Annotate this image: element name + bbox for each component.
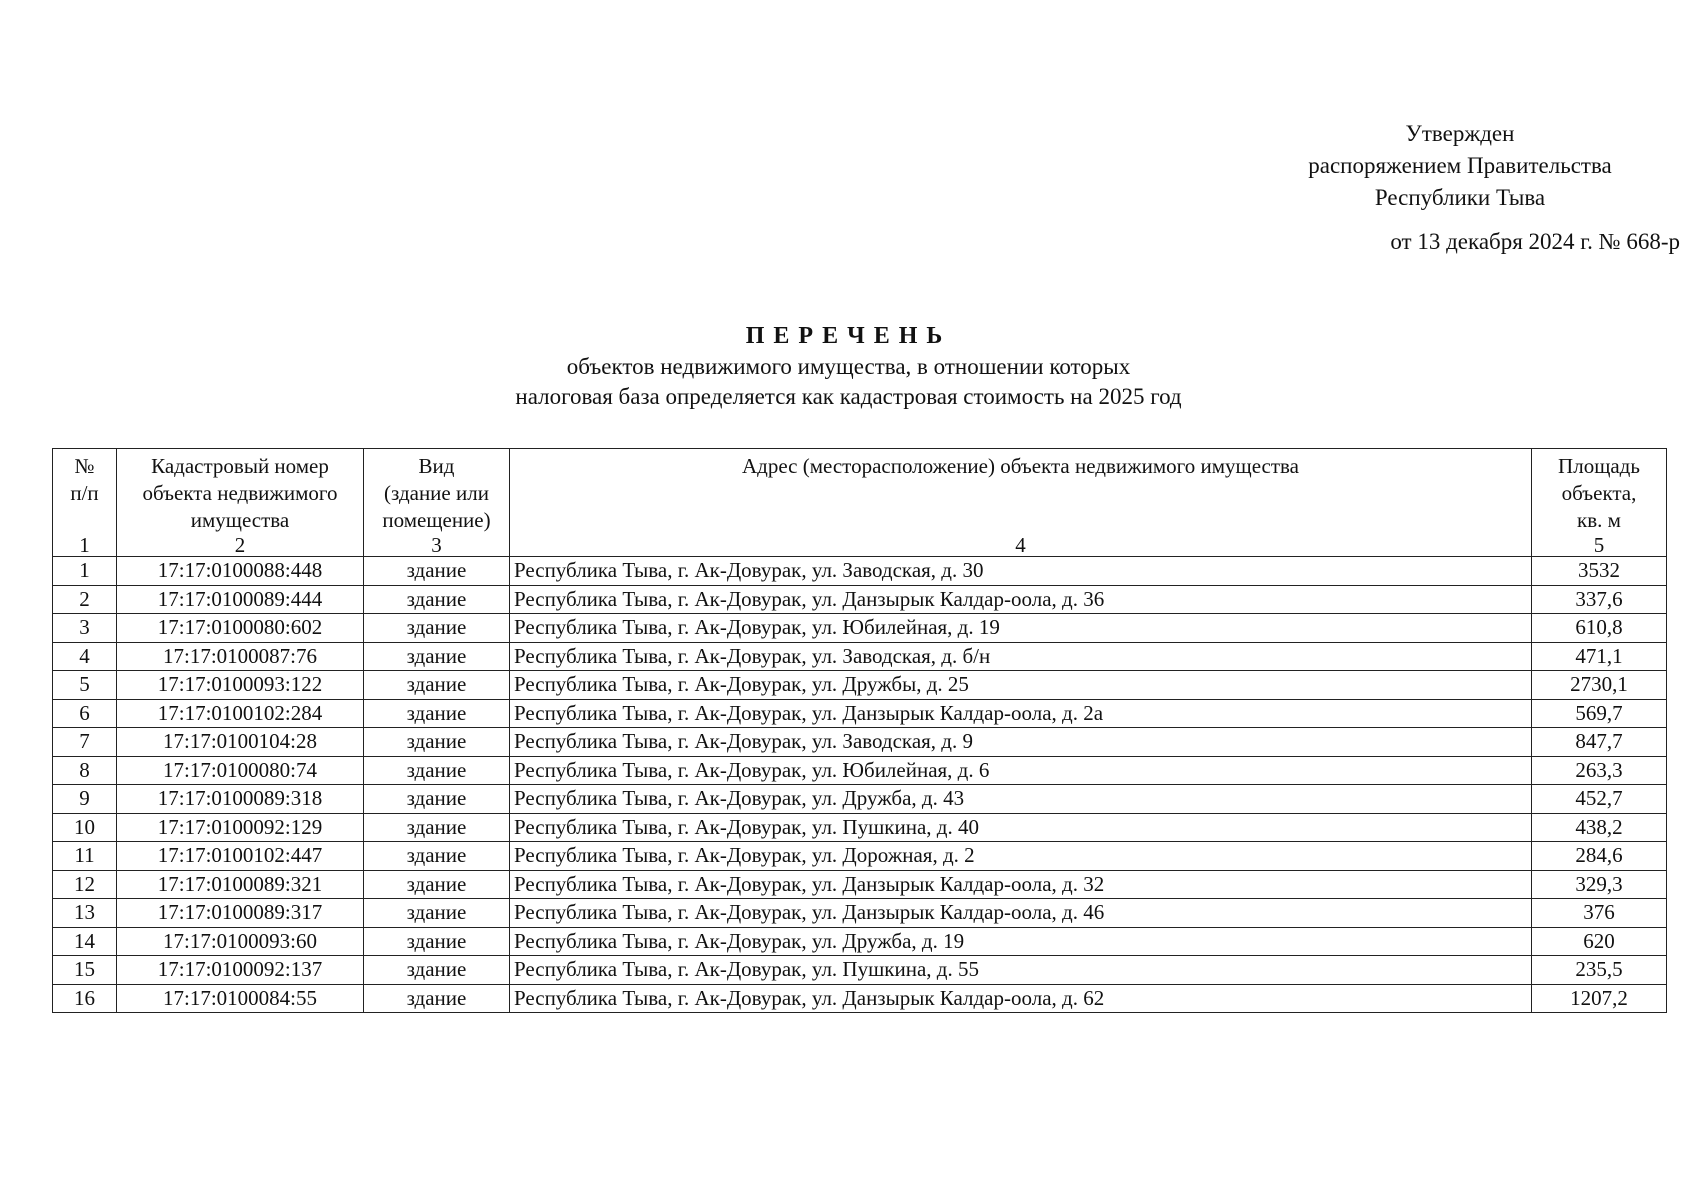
table-row (53, 899, 1667, 928)
object-type: здание (364, 756, 510, 785)
table-header-row (53, 449, 1667, 535)
table-row (53, 842, 1667, 871)
row-number: 14 (53, 927, 117, 956)
object-area: 263,3 (1532, 756, 1667, 785)
header-cell-area: Площадь объекта, кв. м (1532, 449, 1667, 535)
object-area: 329,3 (1532, 870, 1667, 899)
object-type: здание (364, 984, 510, 1013)
table-row (53, 585, 1667, 614)
object-area: 847,7 (1532, 728, 1667, 757)
cadastral-number: 17:17:0100080:602 (117, 614, 364, 643)
cadastral-number: 17:17:0100089:318 (117, 785, 364, 814)
document-subtitle-line-2: налоговая база определяется как кадастровая стоимость на 2025 год (515, 384, 1182, 409)
object-area: 452,7 (1532, 785, 1667, 814)
table-body (53, 557, 1667, 1013)
object-type: здание (364, 956, 510, 985)
row-number: 2 (53, 585, 117, 614)
object-type: здание (364, 785, 510, 814)
cadastral-number: 17:17:0100102:447 (117, 842, 364, 871)
object-address: Республика Тыва, г. Ак-Довурак, ул. Дружбы, д. 25 (510, 671, 1532, 700)
object-area: 438,2 (1532, 813, 1667, 842)
object-address: Республика Тыва, г. Ак-Довурак, ул. Заводская, д. 30 (510, 557, 1532, 586)
object-area: 1207,2 (1532, 984, 1667, 1013)
row-number: 9 (53, 785, 117, 814)
object-area: 569,7 (1532, 699, 1667, 728)
header-cell-type: Вид (здание или помещение) (364, 449, 510, 535)
object-area: 284,6 (1532, 842, 1667, 871)
table-row (53, 614, 1667, 643)
object-address: Республика Тыва, г. Ак-Довурак, ул. Данзырык Калдар-оола, д. 46 (510, 899, 1532, 928)
object-address: Республика Тыва, г. Ак-Довурак, ул. Данзырык Калдар-оола, д. 36 (510, 585, 1532, 614)
column-number: 3 (364, 534, 510, 557)
cadastral-number: 17:17:0100089:444 (117, 585, 364, 614)
object-type: здание (364, 728, 510, 757)
object-address: Республика Тыва, г. Ак-Довурак, ул. Юбилейная, д. 6 (510, 756, 1532, 785)
column-number: 2 (117, 534, 364, 557)
object-type: здание (364, 557, 510, 586)
cadastral-number: 17:17:0100092:137 (117, 956, 364, 985)
object-address: Республика Тыва, г. Ак-Довурак, ул. Юбилейная, д. 19 (510, 614, 1532, 643)
object-area: 610,8 (1532, 614, 1667, 643)
approval-line-3: Республики Тыва (1374, 185, 1546, 210)
row-number: 11 (53, 842, 117, 871)
header-cell-number: № п/п (53, 449, 117, 535)
object-address: Республика Тыва, г. Ак-Довурак, ул. Дружба, д. 19 (510, 927, 1532, 956)
cadastral-number: 17:17:0100092:129 (117, 813, 364, 842)
cadastral-number: 17:17:0100093:122 (117, 671, 364, 700)
object-address: Республика Тыва, г. Ак-Довурак, ул. Заводская, д. б/н (510, 642, 1532, 671)
object-address: Республика Тыва, г. Ак-Довурак, ул. Заводская, д. 9 (510, 728, 1532, 757)
cadastral-number: 17:17:0100088:448 (117, 557, 364, 586)
object-type: здание (364, 927, 510, 956)
table-row (53, 756, 1667, 785)
object-address: Республика Тыва, г. Ак-Довурак, ул. Дружба, д. 43 (510, 785, 1532, 814)
cadastral-number: 17:17:0100080:74 (117, 756, 364, 785)
object-area: 2730,1 (1532, 671, 1667, 700)
row-number: 16 (53, 984, 117, 1013)
approval-date: от 13 декабря 2024 г. № 668-р (1390, 229, 1680, 254)
cadastral-number: 17:17:0100093:60 (117, 927, 364, 956)
row-number: 15 (53, 956, 117, 985)
cadastral-number: 17:17:0100089:317 (117, 899, 364, 928)
object-address: Республика Тыва, г. Ак-Довурак, ул. Дорожная, д. 2 (510, 842, 1532, 871)
column-number: 4 (510, 534, 1532, 557)
cadastral-number: 17:17:0100087:76 (117, 642, 364, 671)
table-column-numbers-row (53, 534, 1667, 557)
cadastral-number: 17:17:0100104:28 (117, 728, 364, 757)
object-type: здание (364, 870, 510, 899)
cadastral-number: 17:17:0100084:55 (117, 984, 364, 1013)
object-type: здание (364, 899, 510, 928)
object-address: Республика Тыва, г. Ак-Довурак, ул. Данзырык Калдар-оола, д. 2а (510, 699, 1532, 728)
approval-block (1250, 118, 1680, 254)
object-area: 3532 (1532, 557, 1667, 586)
object-type: здание (364, 642, 510, 671)
row-number: 4 (53, 642, 117, 671)
table-row (53, 671, 1667, 700)
property-table (52, 448, 1667, 1013)
row-number: 6 (53, 699, 117, 728)
object-type: здание (364, 671, 510, 700)
row-number: 1 (53, 557, 117, 586)
header-cell-cadastral: Кадастровый номер объекта недвижимого имущества (117, 449, 364, 535)
object-area: 235,5 (1532, 956, 1667, 985)
row-number: 12 (53, 870, 117, 899)
table-row (53, 813, 1667, 842)
table-row (53, 984, 1667, 1013)
document-subtitle-line-1: объектов недвижимого имущества, в отношении которых (566, 354, 1131, 379)
object-area: 620 (1532, 927, 1667, 956)
object-address: Республика Тыва, г. Ак-Довурак, ул. Данзырык Калдар-оола, д. 32 (510, 870, 1532, 899)
table-row (53, 557, 1667, 586)
row-number: 13 (53, 899, 117, 928)
table-row (53, 642, 1667, 671)
row-number: 10 (53, 813, 117, 842)
table-row (53, 956, 1667, 985)
cadastral-number: 17:17:0100089:321 (117, 870, 364, 899)
row-number: 7 (53, 728, 117, 757)
row-number: 5 (53, 671, 117, 700)
table-row (53, 728, 1667, 757)
row-number: 3 (53, 614, 117, 643)
object-address: Республика Тыва, г. Ак-Довурак, ул. Данзырык Калдар-оола, д. 62 (510, 984, 1532, 1013)
table-row (53, 699, 1667, 728)
table-row (53, 785, 1667, 814)
object-address: Республика Тыва, г. Ак-Довурак, ул. Пушкина, д. 55 (510, 956, 1532, 985)
object-type: здание (364, 614, 510, 643)
object-type: здание (364, 842, 510, 871)
object-type: здание (364, 813, 510, 842)
object-type: здание (364, 699, 510, 728)
object-area: 376 (1532, 899, 1667, 928)
row-number: 8 (53, 756, 117, 785)
document-title: ПЕРЕЧЕНЬ (745, 323, 952, 349)
object-area: 337,6 (1532, 585, 1667, 614)
approval-line-2: распоряжением Правительства (1308, 153, 1612, 178)
object-type: здание (364, 585, 510, 614)
document-heading (0, 320, 1697, 412)
object-area: 471,1 (1532, 642, 1667, 671)
column-number: 5 (1532, 534, 1667, 557)
object-address: Республика Тыва, г. Ак-Довурак, ул. Пушкина, д. 40 (510, 813, 1532, 842)
cadastral-number: 17:17:0100102:284 (117, 699, 364, 728)
header-cell-address: Адрес (месторасположение) объекта недвижимого имущества (510, 449, 1532, 535)
table-row (53, 927, 1667, 956)
approval-line-1: Утвержден (1405, 121, 1515, 146)
column-number: 1 (53, 534, 117, 557)
table-row (53, 870, 1667, 899)
